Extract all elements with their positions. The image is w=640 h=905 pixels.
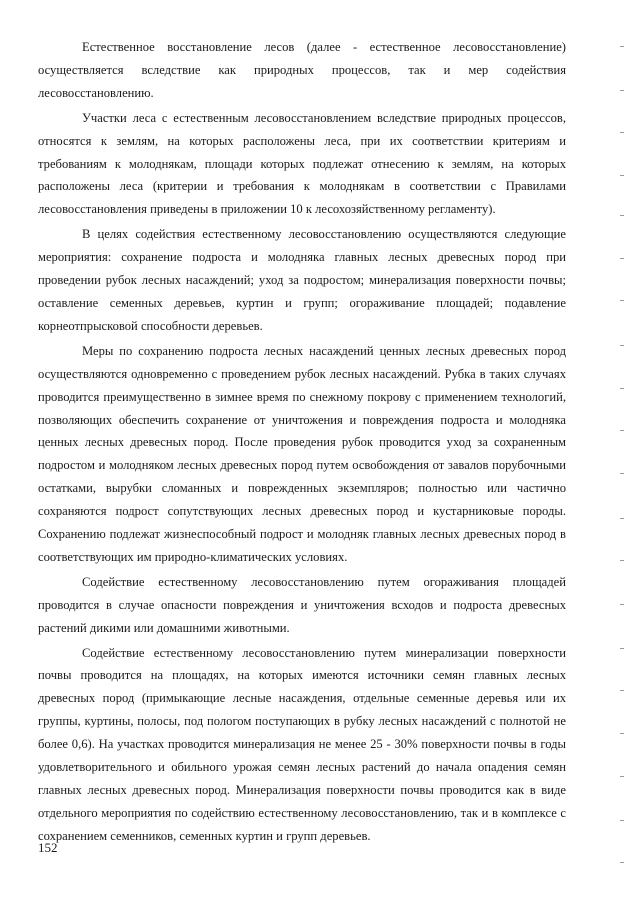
scan-mark <box>620 473 624 474</box>
scan-mark <box>620 132 624 133</box>
document-body <box>38 36 566 850</box>
scan-mark <box>620 175 624 176</box>
scan-mark <box>620 430 624 431</box>
scan-mark <box>620 215 624 216</box>
scan-mark <box>620 90 624 91</box>
scan-mark <box>620 648 624 649</box>
scan-mark <box>620 345 624 346</box>
scan-mark <box>620 300 624 301</box>
scan-mark <box>620 690 624 691</box>
scan-mark <box>620 258 624 259</box>
paragraph-forest-lands: Участки леса с естественным лесовосстановлением вследствие природных процессов, относятся к землям, на которых расположены леса, при их соответствии критериям и требованиям к молоднякам, площади которых подлежат отнесению к землям, на которых расположены леса (критерии и требования к молоднякам в соответствии с Правилами лесовосстановления приведены в приложении 10 к лесохозяйственному регламенту). <box>38 110 566 217</box>
scan-mark <box>620 820 624 821</box>
paragraph-fencing: Содействие естественному лесовосстановлению путем огораживания площадей проводится в случае опасности повреждения и уничтожения всходов и подроста древесных растений дикими или домашними животными. <box>38 574 566 635</box>
paragraph-natural-restoration: Естественное восстановление лесов (далее - естественное лесовосстановление) осуществляется вследствие как природных процессов, так и мер содействия лесовосстановлению. <box>38 40 566 100</box>
scan-mark <box>620 518 624 519</box>
scan-mark <box>620 560 624 561</box>
scan-mark <box>620 604 624 605</box>
paragraph-soil-mineralization: Содействие естественному лесовосстановлению путем минерализации поверхности почвы проводится на площадях, на которых имеются источники семян главных лесных древесных пород (примыкающие лесные насаждения, отдельные семенные деревья или их группы, куртины, полосы, под пологом поступающих в рубку лесных насаждений с полнотой не более 0,6). На участках проводится минерализация не менее 25 - 30% поверхности почвы в годы удовлетворительного и обильного урожая семян лесных растений до начала опадения семян главных лесных древесных пород. Минерализация поверхности почвы проводится как в виде отдельного мероприятия по содействию естественному лесовосстановлению, так и в комплексе с сохранением семенников, семенных куртин и групп деревьев. <box>38 645 566 843</box>
scan-mark <box>620 776 624 777</box>
scan-mark <box>620 862 624 863</box>
scan-mark <box>620 46 624 47</box>
paragraph-assistance-measures: В целях содействия естественному лесовосстановлению осуществляются следующие мероприятия: сохранение подроста и молодняка главных лесных древесных пород при проведении рубок лесных насаждений; уход за подростом; минерализация поверхности почвы; оставление семенных деревьев, куртин и групп; огораживание площадей; подавление корнеотпрысковой способности деревьев. <box>38 227 566 333</box>
scan-mark <box>620 733 624 734</box>
page-number: 152 <box>38 840 58 855</box>
scan-mark <box>620 388 624 389</box>
paragraph-undergrowth-preservation: Меры по сохранению подроста лесных насаждений ценных лесных древесных пород осуществляются одновременно с проведением рубок лесных насаждений. Рубка в таких случаях проводится преимущественно в зимнее время по снежному покрову с применением технологий, позволяющих обеспечить сохранение от уничтожения и повреждения подроста и молодняка ценных лесных древесных пород. После проведения рубок проводится уход за сохраненным подростом и молодняком лесных древесных пород путем освобождения от завалов порубочными остатками, вырубки сломанных и поврежденных экземпляров; полностью или частично сохраняются подрост сопутствующих лесных древесных пород и кустарниковые породы. Сохранению подлежат жизнеспособный подрост и молодняк главных лесных древесных пород в соответствующих им природно-климатических условиях. <box>38 343 566 564</box>
